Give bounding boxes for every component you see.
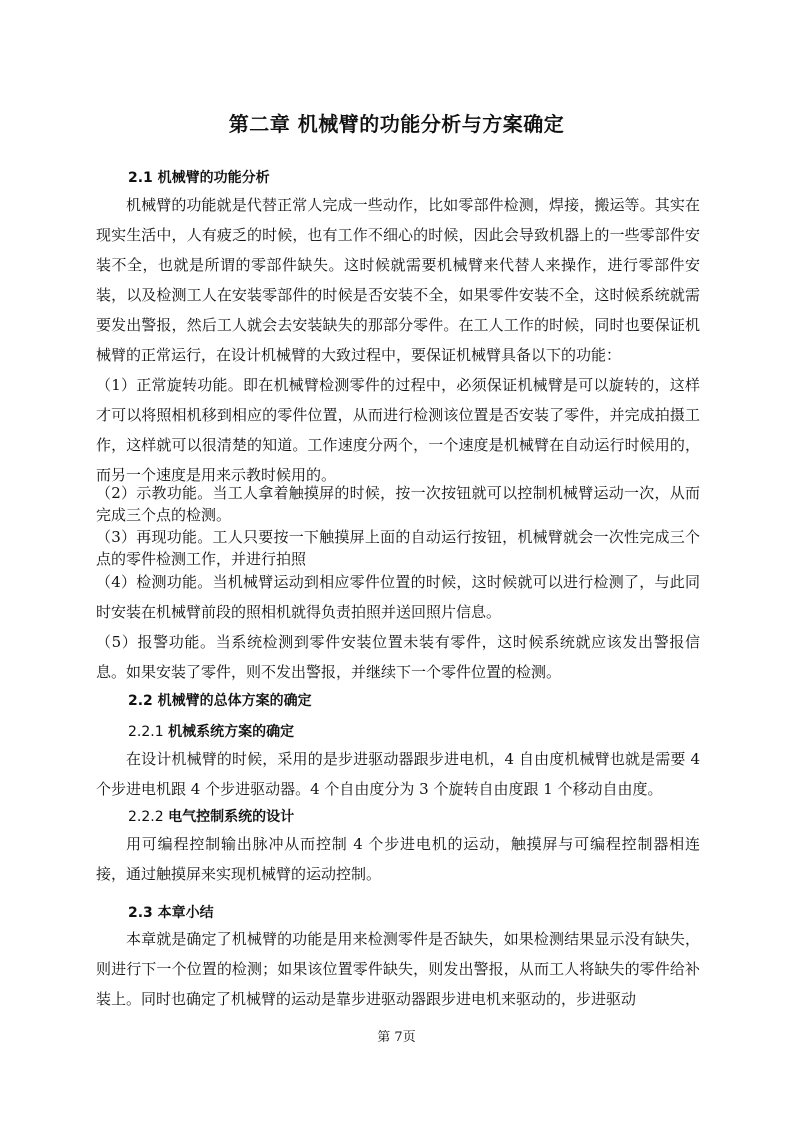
section-number: 2.2.1 bbox=[128, 724, 164, 740]
chapter-title: 第二章 机械臂的功能分析与方案确定 bbox=[228, 112, 565, 136]
list-item-3: （3）再现功能。工人只要按一下触摸屏上面的自动运行按钮，机械臂就会一次性完成三个点的零件检测工作，并进行拍照 bbox=[96, 528, 700, 568]
summary-paragraph: 本章就是确定了机械臂的功能是用来检测零件是否缺失，如果检测结果显示没有缺失，则进行下一个位置的检测；如果该位置零件缺失，则发出警报，从而工人将缺失的零件给补装上。同时也确定了机械臂的运动是靠步进驱动器跟步进电机来驱动的，步进驱动 bbox=[96, 930, 700, 1008]
section-title: 机械系统方案的确定 bbox=[168, 724, 295, 740]
section-number: 2.2.2 bbox=[128, 809, 164, 825]
electrical-control-paragraph: 用可编程控制输出脉冲从而控制 4 个步进电机的运动，触摸屏与可编程控制器相连接，通过触摸屏来实现机械臂的运动控制。 bbox=[96, 835, 700, 883]
section-heading-2-1: 2.1 机械臂的功能分析 bbox=[128, 170, 270, 186]
list-item-1: （1）正常旋转功能。即在机械臂检测零件的过程中，必须保证机械臂是可以旋转的，这样才可以将照相机移到相应的零件位置，从而进行检测该位置是否安装了零件，并完成拍摄工作，这样就可以很清楚的知道。工作速度分两个，一个速度是机械臂在自动运行时候用的，而另一个速度是用来示教时候用的。 bbox=[96, 376, 700, 484]
section-heading-2-2-1 bbox=[128, 721, 294, 743]
section-heading-2-3: 2.3 本章小结 bbox=[128, 905, 214, 921]
mechanical-scheme-paragraph: 在设计机械臂的时候，采用的是步进驱动器跟步进电机，4 自由度机械臂也就是需要 4 个步进电机跟 4 个步进驱动器。4 个自由度分为 3 个旋转自由度跟 1 个移动自由度。 bbox=[96, 750, 700, 798]
list-item-5: （5）报警功能。当系统检测到零件安装位置未装有零件，这时候系统就应该发出警报信息。如果安装了零件，则不发出警报，并继续下一个零件位置的检测。 bbox=[96, 633, 700, 681]
section-title: 电气控制系统的设计 bbox=[168, 809, 295, 825]
page-number: 第 7页 bbox=[377, 1030, 416, 1045]
intro-paragraph: 机械臂的功能就是代替正常人完成一些动作，比如零部件检测，焊接，搬运等。其实在现实生活中，人有疲乏的时候，也有工作不细心的时候，因此会导致机器上的一些零部件安装不全，也就是所谓的零部件缺失。这时候就需要机械臂来代替人来操作，进行零部件安装，以及检测工人在安装零部件的时候是否安装不全，如果零件安装不全，这时候系统就需要发出警报，然后工人就会去安装缺失的那部分零件。在工人工作的时候，同时也要保证机械臂的正常运行，在设计机械臂的大致过程中，要保证机械臂具备以下的功能： bbox=[96, 196, 700, 364]
section-heading-2-2: 2.2 机械臂的总体方案的确定 bbox=[128, 693, 312, 709]
list-item-4: （4）检测功能。当机械臂运动到相应零件位置的时候，这时候就可以进行检测了，与此同时安装在机械臂前段的照相机就得负责拍照并送回照片信息。 bbox=[96, 573, 700, 621]
section-heading-2-2-2 bbox=[128, 806, 294, 828]
list-item-2: （2）示教功能。当工人拿着触摸屏的时候，按一次按钮就可以控制机械臂运动一次，从而完成三个点的检测。 bbox=[96, 484, 700, 524]
